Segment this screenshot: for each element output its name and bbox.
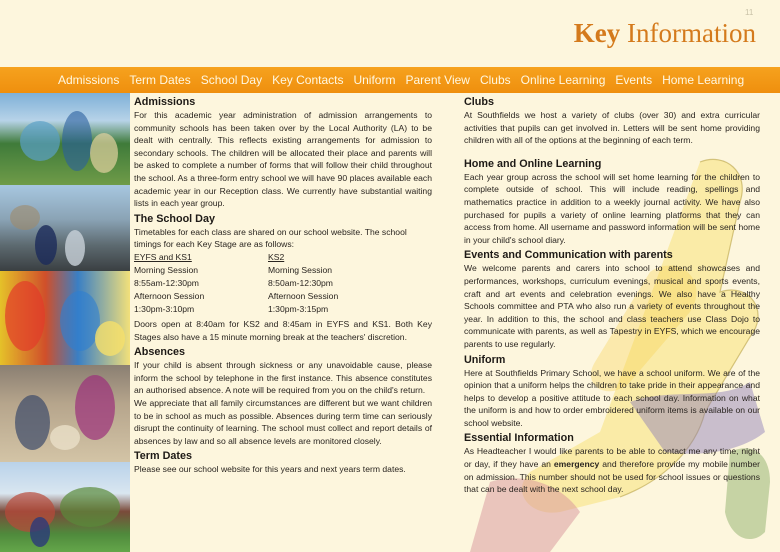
timings-cell: 1:30pm-3:10pm: [134, 303, 195, 314]
photo-classroom-painting: [0, 271, 130, 365]
photo-school-garden: [0, 462, 130, 552]
left-column: [134, 96, 432, 476]
nav-uniform[interactable]: Uniform: [353, 73, 396, 87]
title-rest: Information: [620, 18, 756, 48]
right-column: [464, 96, 760, 496]
timings-cell: Afternoon Session: [134, 290, 205, 301]
photo-children-playing: [0, 93, 130, 185]
page-number: 11: [745, 8, 754, 17]
home-learning-heading: Home and Online Learning: [464, 157, 602, 170]
timings-cell: 8:50am-12:30pm: [268, 277, 333, 288]
timings-cell: Morning Session: [134, 264, 199, 275]
nav-term-dates[interactable]: Term Dates: [129, 73, 191, 87]
title-bold: Key: [573, 18, 621, 48]
photo-playground: [0, 185, 130, 271]
nav-admissions[interactable]: Admissions: [58, 73, 120, 87]
timings-cell: 8:55am-12:30pm: [134, 277, 199, 288]
admissions-body: For this academic year administration of admission arrangements to community schools has been taken over by the Local Authority (LA) to be dealt with centrally. This reflects existing arrangements for admission to secondary schools. The children will be allocated their place and parents will be asked to complete a number of forms that will follow their child throughout the school. As a three-form entry school we will have 90 places available each academic year in our Reception class. We currently have substantial waiting lists in each year group.: [134, 110, 432, 209]
nav-school-day[interactable]: School Day: [200, 73, 263, 87]
events-body: We welcome parents and carers into school to attend showcases and performances, workshops, curriculum evenings, musical and sports events, craft and art events and celebration evenings. We also have a Healthy Schools committee and PTA who also run a variety of events throughout the year. In addition to this, the school and class teachers use Class Dojo to communicate with parents, as well as Tapestry in EYFS, which we encourage parents to use regularly.: [464, 263, 760, 349]
home-learning-body: Each year group across the school will set home learning for the children to complete outside of school. This will include reading, spellings and mathematics practice in addition to a weekly journal activity. We have also purchased for pupils a variety of online learning platforms that they can access from home. All username and password information will be sent home in your child's school diary.: [464, 171, 760, 245]
nav-clubs[interactable]: Clubs: [479, 73, 511, 87]
school-timings-table: [134, 251, 432, 316]
nav-home-learning[interactable]: Home Learning: [662, 73, 745, 87]
nav-online-learning[interactable]: Online Learning: [520, 73, 606, 87]
nav-bar: [0, 67, 780, 93]
essential-body-end: and therefore provide my mobile number on admission. This number should not be used for school issues or questions that can be dealt with the next school day.: [464, 459, 761, 495]
absences-body-1: If your child is absent through sickness or any unavoidable cause, please inform the school by telephone in the first instance. This absence constitutes an authorised absence. A note will be required from you on the child's return.: [134, 360, 432, 396]
timings-cell: 1:30pm-3:15pm: [268, 303, 329, 314]
timings-col2-header: KS2: [268, 251, 285, 262]
nav-events[interactable]: Events: [615, 73, 653, 87]
school-day-intro: Timetables for each class are shared on our school website. The school timings for each Key Stage are as follows:: [134, 226, 407, 250]
page-title: [574, 18, 756, 49]
uniform-body: Here at Southfields Primary School, we have a school uniform. We are of the opinion that a uniform helps the children to take pride in their appearance and helps to develop a positive attitude to each school day. Information on what the uniform is and how to order embroidered uniform items is available on our school website.: [464, 367, 760, 428]
nav-parent-view[interactable]: Parent View: [405, 73, 470, 87]
term-dates-heading: Term Dates: [134, 450, 193, 463]
timings-cell: Morning Session: [268, 264, 333, 275]
clubs-body: At Southfields we host a variety of clubs (over 30) and extra curricular activities that pupils can get involved in. Letters will be sent home providing children with all of the options at the beginning of each term.: [464, 110, 760, 146]
uniform-heading: Uniform: [464, 353, 506, 366]
photo-strip: [0, 93, 130, 552]
nav-key-contacts[interactable]: Key Contacts: [272, 73, 344, 87]
term-dates-body: Please see our school website for this years and next years term dates.: [134, 464, 406, 475]
absences-body-2: We appreciate that all family circumstances are different but we want children to be in school as much as possible. Absences during term time can seriously disrupt the continuity of learning. The school must collect and report details of absences by law and so all absence levels are monitored closely.: [134, 397, 432, 446]
clubs-heading: Clubs: [464, 96, 494, 108]
essential-body: [464, 445, 760, 495]
school-day-heading: The School Day: [134, 212, 215, 225]
page-header: [0, 0, 780, 67]
essential-emphasis: emergency: [553, 459, 600, 470]
essential-heading: Essential Information: [464, 432, 574, 445]
timings-cell: Afternoon Session: [268, 290, 339, 301]
admissions-heading: Admissions: [134, 96, 196, 108]
essential-body-start: As Headteacher I would like parents to be able to contact me any time, night or day, if they have an: [464, 446, 760, 470]
timings-col1-header: EYFS and KS1: [134, 251, 192, 262]
events-heading: Events and Communication with parents: [464, 249, 673, 262]
photo-outdoor-activity: [0, 365, 130, 462]
school-day-doors: Doors open at 8:40am for KS2 and 8:45am in EYFS and KS1. Both Key Stages also have a 15 minute morning break at the teachers' discretion.: [134, 318, 432, 342]
absences-heading: Absences: [134, 346, 186, 359]
